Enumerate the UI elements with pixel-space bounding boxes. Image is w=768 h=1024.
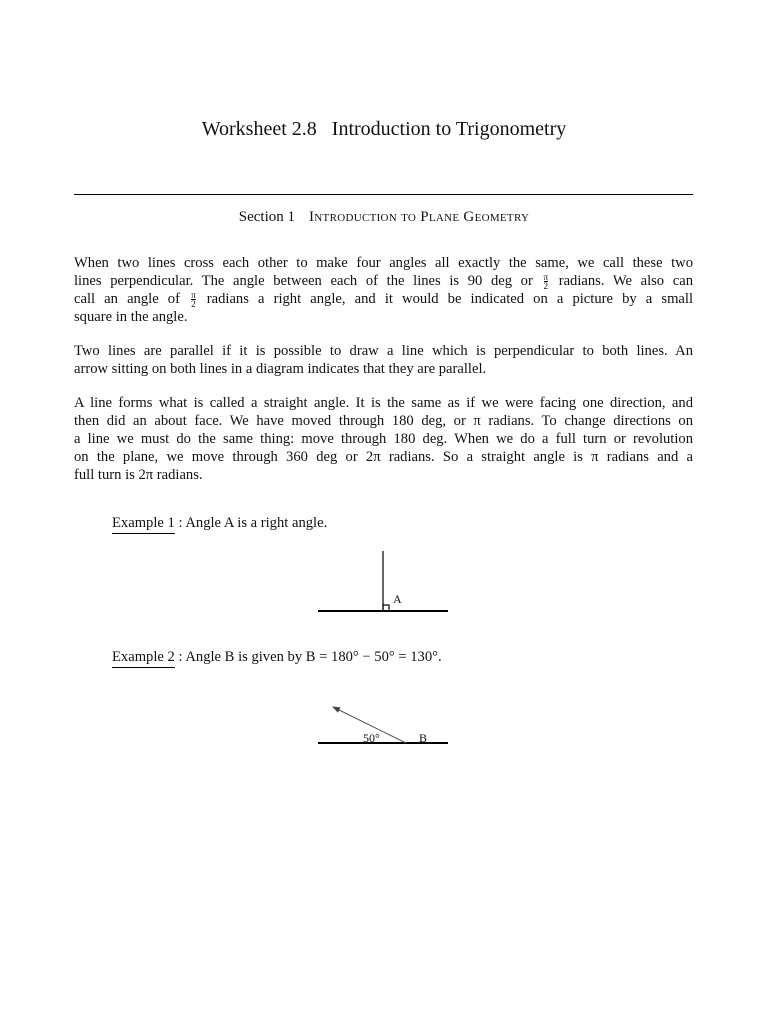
paragraph-3-line: on the plane, we move through 360 deg or 2π radians. So a straight angle is π radians and a — [74, 449, 693, 465]
paragraph-2-line: Two lines are parallel if it is possible to draw a line which is perpendicular to both lines. An — [74, 343, 693, 359]
example-1-label: Example 1 — [112, 515, 175, 534]
paragraph-1-line: call an angle of $\frac{\pi}{2}$ radians a right angle, and it would be indicated on a picture by a small — [74, 290, 694, 310]
paragraph-3-line: then did an about face. We have moved through 180 deg, or π radians. To change directions on — [74, 413, 693, 429]
angle-50-label: 50° — [363, 731, 380, 745]
right-angle-figure — [318, 551, 448, 611]
paragraph-1-line: When two lines cross each other to make four angles all exactly the same, we call these two — [74, 255, 693, 271]
section-name: Introduction to Plane Geometry — [309, 209, 530, 225]
paragraph-3-line: full turn is 2π radians. — [74, 467, 203, 483]
section-number: Section 1 — [238, 209, 296, 225]
example-2-label: Example 2 — [112, 649, 175, 668]
pi-over-2-fraction: $\frac{\pi}{2}$ — [191, 290, 196, 310]
angle-b-label: B — [419, 731, 428, 745]
angle-a-label: A — [393, 592, 402, 606]
page-title: Worksheet 2.8 Introduction to Trigonometry — [201, 118, 567, 140]
paragraph-1-line: square in the angle. — [74, 309, 188, 325]
angle-b-figure — [318, 707, 448, 743]
example-2-text: : Angle B is given by B = 180° − 50° = 130°. — [174, 649, 442, 665]
paragraph-3-line: a line we must do the same thing: move through 180 deg. When we do a full turn or revolution — [74, 431, 693, 447]
example-1-text: : Angle A is a right angle. — [174, 515, 328, 531]
paragraph-2-line: arrow sitting on both lines in a diagram indicates that they are parallel. — [74, 361, 487, 377]
paragraph-3-line: A line forms what is called a straight angle. It is the same as if we were facing one direction, and — [74, 395, 693, 411]
pi-over-2-fraction: $\frac{\pi}{2}$ — [543, 272, 549, 292]
paragraph-1-line: lines perpendicular. The angle between each of the lines is 90 deg or $\frac{\pi}{2}$ radians. We also can — [74, 272, 694, 292]
